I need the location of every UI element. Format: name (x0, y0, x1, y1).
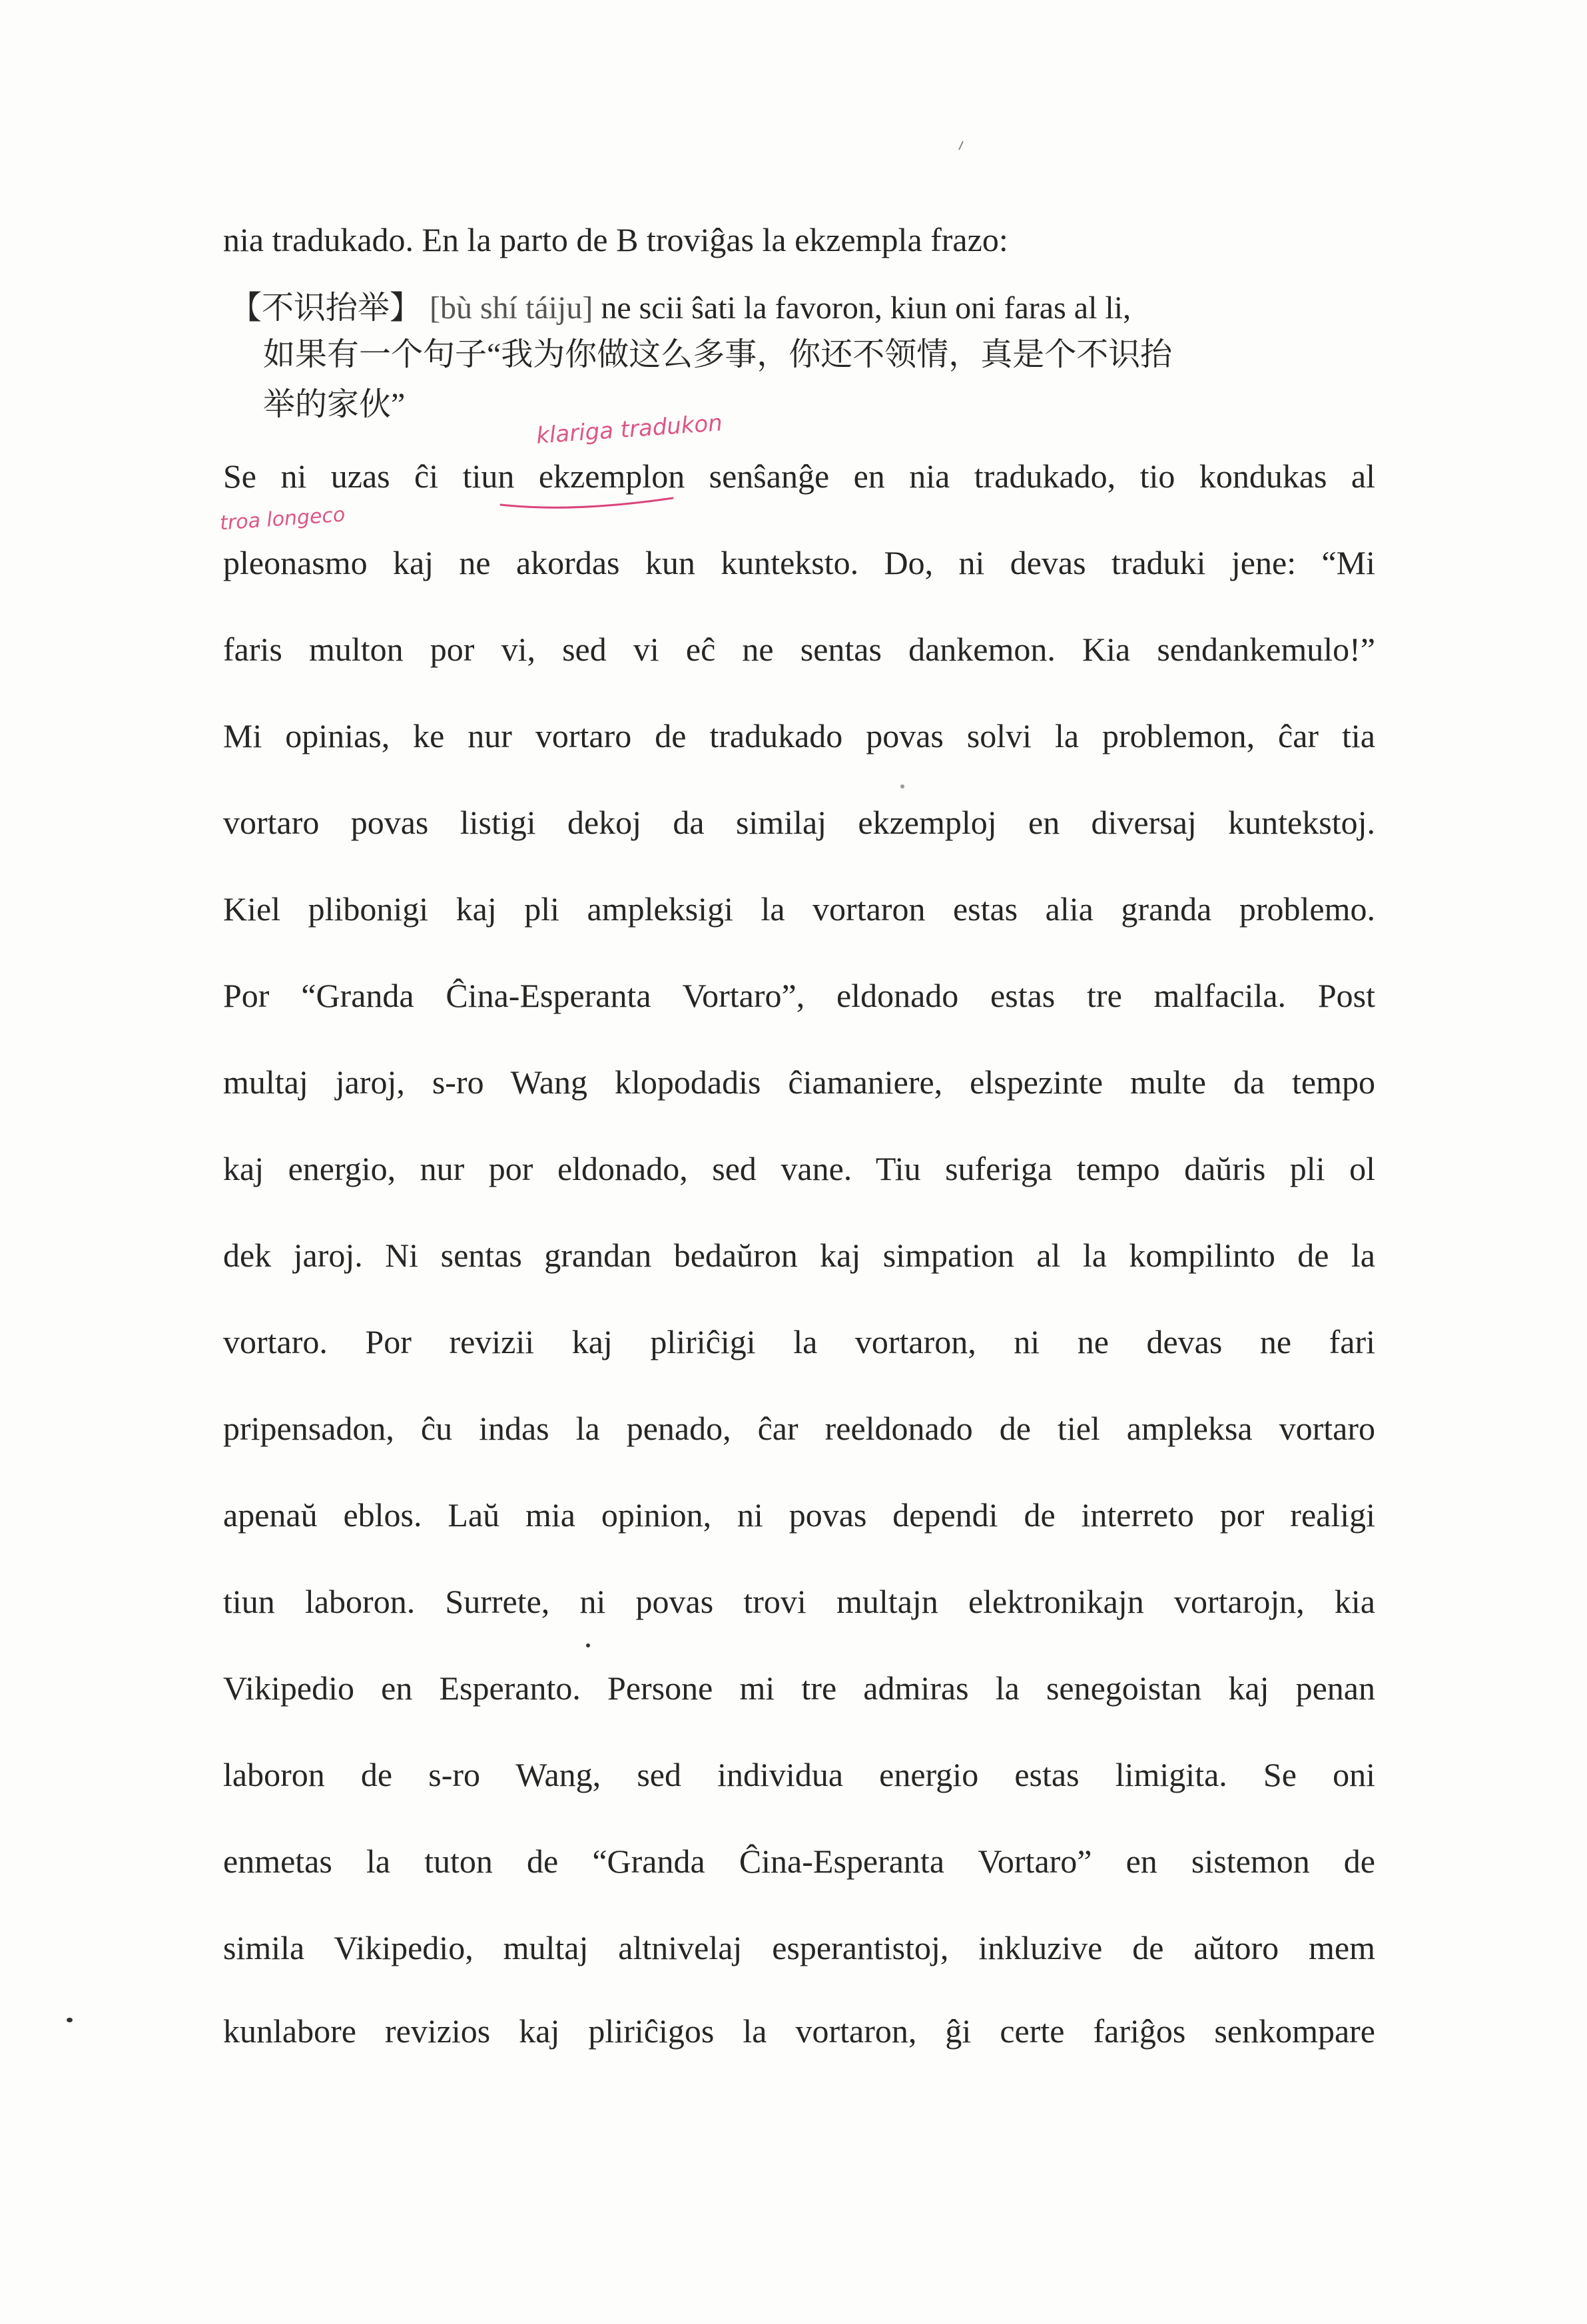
entry-example-line: 举的家伙” (263, 387, 406, 422)
handwritten-annotation: klariga tradukon (535, 410, 723, 449)
underline-stroke (501, 498, 673, 507)
text-line: Vikipedio en Esperanto. Persone mi tre admiras la senegoistan kaj penan (223, 1669, 1375, 1707)
text-line: faris multon por vi, sed vi eĉ ne sentas dankemon. Kia sendankemulo!” (223, 631, 1375, 668)
underlined-word: ekzemplon (538, 457, 685, 495)
paper-speck (900, 784, 904, 788)
text-line: apenaŭ eblos. Laŭ mia opinion, ni povas dependi de interreto por realigi (223, 1496, 1375, 1534)
text-segment: Se ni uzas ĉi tiun (223, 457, 515, 495)
paper-speck (586, 1643, 590, 1647)
handwritten-annotation: troa longeco (218, 503, 346, 535)
text-line: Por “Granda Ĉina-Esperanta Vortaro”, eldonado estas tre malfacila. Post (223, 977, 1375, 1014)
text-line: Mi opinias, ke nur vortaro de tradukado povas solvi la problemon, ĉar tia (223, 717, 1375, 754)
text-line: tiun laboron. Surrete, ni povas trovi multajn elektronikajn vortarojn, kia (223, 1583, 1375, 1620)
text-line: simila Vikipedio, multaj altnivelaj esperantistoj, inkluzive de aŭtoro mem (223, 1929, 1375, 1966)
pencil-tick (959, 141, 963, 150)
text-line: kaj energio, nur por eldonado, sed vane. Tiu suferiga tempo daŭris pli ol (223, 1150, 1375, 1187)
paper-speck (67, 2018, 73, 2022)
text-line: kunlabore revizios kaj pliriĉigos la vortaron, ĝi certe fariĝos senkompare (223, 2012, 1375, 2050)
text-line: laboron de s-ro Wang, sed individua energio estas limigita. Se oni (223, 1756, 1375, 1793)
text-line: Kiel plibonigi kaj pli ampleksigi la vortaron estas alia granda problemo. (223, 890, 1375, 928)
text-segment: senŝanĝe en nia tradukado, tio kondukas al (709, 457, 1376, 495)
text-line: multaj jaroj, s-ro Wang klopodadis ĉiamaniere, elspezinte multe da tempo (223, 1063, 1375, 1101)
entry-headword: 【不识抬举】 (230, 290, 422, 326)
entry-pinyin: [bù shí táiju] (430, 290, 593, 326)
text-line: dek jaroj. Ni sentas grandan bedaŭron kaj simpation al la kompilinto de la (223, 1237, 1375, 1274)
text-line: pripensadon, ĉu indas la penado, ĉar reeldonado de tiel ampleksa vortaro (223, 1410, 1375, 1447)
entry-gloss: ne scii ŝati la favoron, kiun oni faras al li, (601, 290, 1131, 326)
text-line: vortaro. Por revizii kaj pliriĉigi la vortaron, ni ne devas ne fari (223, 1323, 1375, 1360)
text-line: nia tradukado. En la parto de B troviĝas la ekzempla frazo: (223, 221, 1008, 258)
entry-example-line: 如果有一个句子“我为你做这么多事，你还不领情，真是个不识抬 (263, 337, 1173, 372)
text-line: vortaro povas listigi dekoj da similaj ekzemploj en diversaj kuntekstoj. (223, 804, 1375, 841)
text-line: enmetas la tuton de “Granda Ĉina-Esperanta Vortaro” en sistemon de (223, 1843, 1375, 1880)
text-line: pleonasmo kaj ne akordas kun kunteksto. Do, ni devas traduki jene: “Mi (223, 544, 1375, 581)
